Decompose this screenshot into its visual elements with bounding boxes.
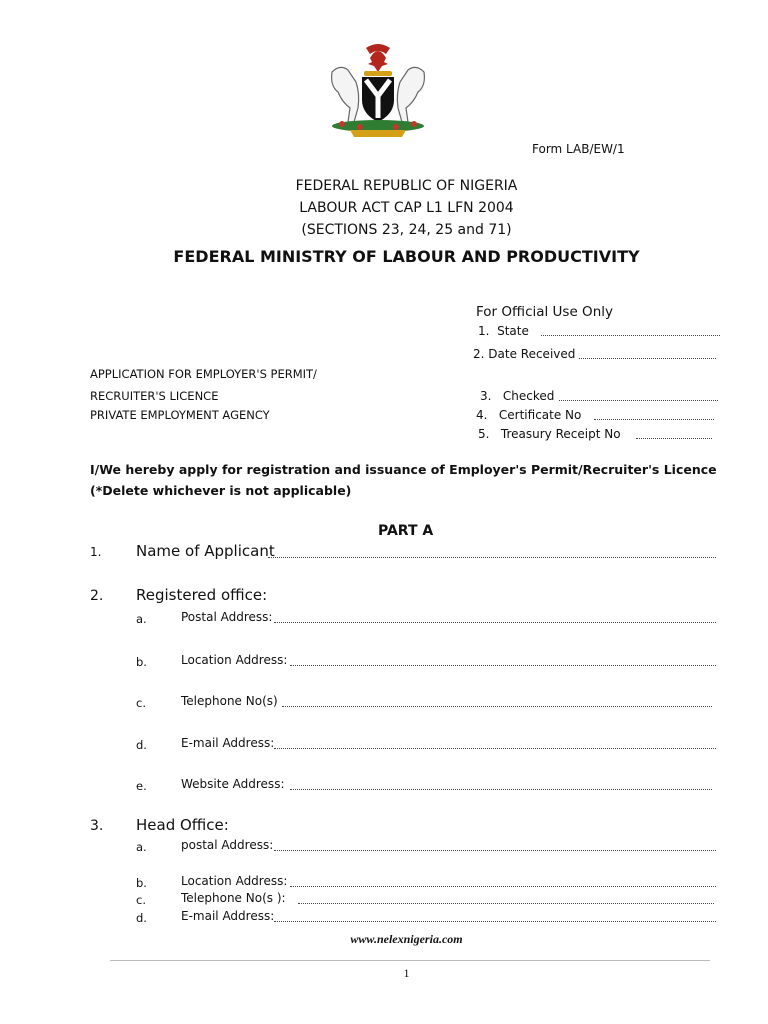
head-postal-address-field[interactable] — [274, 850, 716, 851]
date-received-field[interactable] — [579, 358, 716, 359]
telephone-field[interactable] — [282, 706, 712, 707]
q2-letter-b: b. — [136, 655, 147, 669]
footer-divider — [110, 960, 710, 961]
q3-label-d: E-mail Address: — [181, 909, 275, 923]
name-of-applicant-field[interactable] — [268, 557, 716, 558]
item-label: Date Received — [488, 347, 576, 361]
official-use-item-5 — [478, 427, 621, 441]
item-number: 4. — [476, 408, 488, 422]
q2-label-e: Website Address: — [181, 777, 285, 791]
item-label: Treasury Receipt No — [500, 427, 621, 441]
item-number: 5. — [478, 427, 490, 441]
q1-number: 1. — [90, 545, 102, 559]
treasury-receipt-field[interactable] — [636, 438, 712, 439]
head-telephone-field[interactable] — [298, 903, 714, 904]
q2-label-d: E-mail Address: — [181, 736, 275, 750]
coat-of-arms-logo — [320, 42, 436, 138]
website-address-field[interactable] — [290, 789, 712, 790]
q2-label: Registered office: — [136, 586, 268, 604]
q2-letter-d: d. — [136, 738, 147, 752]
q2-number: 2. — [90, 588, 104, 604]
email-address-field[interactable] — [274, 748, 716, 749]
header-title-line2: LABOUR ACT CAP L1 LFN 2004 — [299, 200, 514, 216]
item-label: Checked — [502, 389, 555, 403]
part-a-title: PART A — [378, 523, 434, 539]
item-number: 2. — [473, 347, 485, 361]
state-field[interactable] — [541, 335, 720, 336]
q3-label-c: Telephone No(s ): — [181, 891, 286, 905]
postal-address-field[interactable] — [274, 622, 716, 623]
q2-label-a: Postal Address: — [181, 610, 273, 624]
official-use-title: For Official Use Only — [476, 304, 613, 320]
official-use-item-3 — [480, 389, 554, 403]
item-label: State — [497, 324, 529, 338]
q2-label-b: Location Address: — [181, 653, 288, 667]
certificate-no-field[interactable] — [594, 419, 714, 420]
official-use-item-4 — [476, 408, 581, 422]
checked-field[interactable] — [559, 400, 718, 401]
q3-letter-a: a. — [136, 840, 147, 854]
q3-label-a: postal Address: — [181, 838, 274, 852]
q3-letter-c: c. — [136, 893, 146, 907]
head-email-address-field[interactable] — [274, 921, 716, 922]
q3-number: 3. — [90, 818, 104, 834]
item-number: 1. — [478, 324, 490, 338]
header-title-line3: (SECTIONS 23, 24, 25 and 71) — [301, 222, 512, 238]
item-label: Certificate No — [498, 408, 582, 422]
form-code: Form LAB/EW/1 — [532, 142, 625, 156]
page-number: 1 — [403, 966, 410, 980]
footer-website: www.nelexnigeria.com — [350, 932, 463, 946]
q2-letter-c: c. — [136, 696, 146, 710]
application-line1: APPLICATION FOR EMPLOYER'S PERMIT/ — [90, 367, 317, 381]
official-use-item-2 — [473, 347, 575, 361]
declaration-text: I/We hereby apply for registration and issuance of Employer's Permit/Recruiter's Licence — [90, 462, 717, 477]
header-title-line1: FEDERAL REPUBLIC OF NIGERIA — [295, 178, 518, 194]
application-line3: PRIVATE EMPLOYMENT AGENCY — [90, 408, 270, 422]
q1-label: Name of Applicant — [136, 542, 275, 560]
official-use-item-1 — [478, 324, 529, 338]
declaration-note: (*Delete whichever is not applicable) — [90, 483, 352, 498]
q2-label-c: Telephone No(s) — [181, 694, 278, 708]
item-number: 3. — [480, 389, 492, 403]
head-location-address-field[interactable] — [290, 886, 716, 887]
location-address-field[interactable] — [290, 665, 716, 666]
q2-letter-e: e. — [136, 779, 147, 793]
ministry-title: FEDERAL MINISTRY OF LABOUR AND PRODUCTIVITY — [173, 247, 640, 266]
q3-label: Head Office: — [136, 816, 229, 834]
q2-letter-a: a. — [136, 612, 147, 626]
q3-label-b: Location Address: — [181, 874, 288, 888]
application-line2: RECRUITER'S LICENCE — [90, 389, 219, 403]
q3-letter-d: d. — [136, 911, 147, 925]
q3-letter-b: b. — [136, 876, 147, 890]
